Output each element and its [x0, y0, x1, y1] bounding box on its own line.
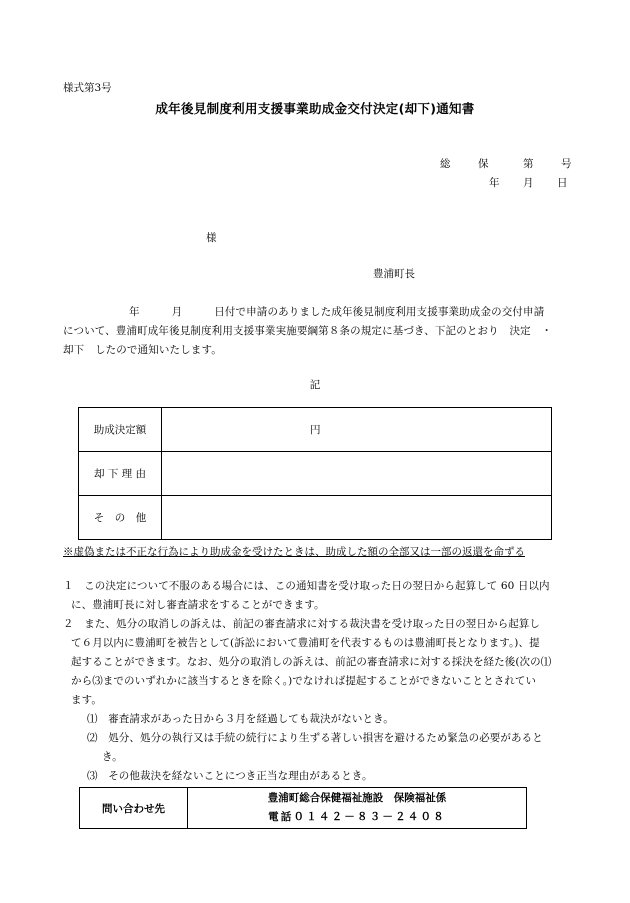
- sub-item: き。: [102, 751, 123, 763]
- date-part: 年: [489, 177, 500, 189]
- row-label: そ の 他: [79, 496, 162, 540]
- notice-line: て６月以内に豊浦町を被告として(訴訟において豊浦町を代表するものは豊浦町長となります。)、提: [71, 637, 540, 649]
- document-date: [489, 175, 568, 190]
- row-value: 円: [162, 408, 552, 452]
- notice-line: 起することができます。なお、処分の取消しの訴えは、前記の審査請求に対する採決を経た後(次の⑴: [71, 656, 552, 668]
- doc-number-part: 号: [561, 158, 572, 170]
- contact-table: [79, 787, 527, 829]
- table-row: [79, 408, 552, 452]
- row-value: [162, 452, 552, 496]
- contact-phone: 電話０１４２－８３－２４０８: [268, 811, 446, 823]
- ki-heading: 記: [309, 379, 321, 391]
- row-value: [162, 496, 552, 540]
- notice-line: ２ また、処分の取消しの訴えは、前記の審査請求に対する裁決書を受け取った日の翌日から起算し: [63, 618, 540, 630]
- contact-organization: 豊浦町総合保健福祉施設 保険福祉係: [267, 792, 447, 804]
- table-row: [79, 496, 552, 540]
- sub-item: ⑵ 処分、処分の執行又は手続の続行により生ずる著しい損害を避けるため緊急の必要があると: [87, 732, 543, 744]
- notice-line: １ この決定について不服のある場合には、この通知書を受け取った日の翌日から起算して 60 日以内: [63, 580, 550, 592]
- body-text-line: 年 月 日付で申請のありました成年後見制度利用支援事業助成金の交付申請: [129, 306, 545, 318]
- contact-label: 問い合わせ先: [80, 788, 188, 829]
- body-text-line: 却下 したので通知いたします。: [63, 344, 222, 356]
- document-number: [440, 156, 572, 171]
- issuer: 豊浦町長: [373, 268, 415, 280]
- addressee: 様: [206, 232, 217, 244]
- doc-number-part: 保: [478, 158, 489, 170]
- document-title: 成年後見制度利用支援事業助成金交付決定(却下)通知書: [155, 101, 475, 116]
- row-label: 却 下 理 由: [79, 452, 162, 496]
- notice-line: ます。: [71, 694, 102, 706]
- doc-number-part: 総: [440, 158, 451, 170]
- table-row: [80, 788, 527, 829]
- notice-line: に、豊浦町長に対し審査請求をすることができます。: [71, 599, 325, 611]
- contact-info: [188, 788, 527, 829]
- table-row: [79, 452, 552, 496]
- date-part: 日: [557, 177, 568, 189]
- row-label: 助成決定額: [79, 408, 162, 452]
- notice-line: から⑶までのいずれかに該当するときを除く。)でなければ提起することができないこととされてい: [71, 675, 537, 687]
- decision-table: [78, 407, 552, 540]
- form-number: 様式第3号: [63, 82, 112, 94]
- doc-number-part: 第: [523, 158, 534, 170]
- sub-item: ⑶ その他裁決を経ないことにつき正当な理由があるとき。: [87, 770, 373, 782]
- body-text-line: について、豊浦町成年後見制度利用支援事業実施要綱第８条の規定に基づき、下記のとおり 決定 ・: [63, 325, 553, 337]
- refund-note: ※虚偽または不正な行為により助成金を受けたときは、助成した額の全部又は一部の返還を命ずる: [63, 546, 525, 558]
- sub-item: ⑴ 審査請求があった日から３月を経過しても裁決がないとき。: [87, 713, 394, 725]
- date-part: 月: [523, 177, 534, 189]
